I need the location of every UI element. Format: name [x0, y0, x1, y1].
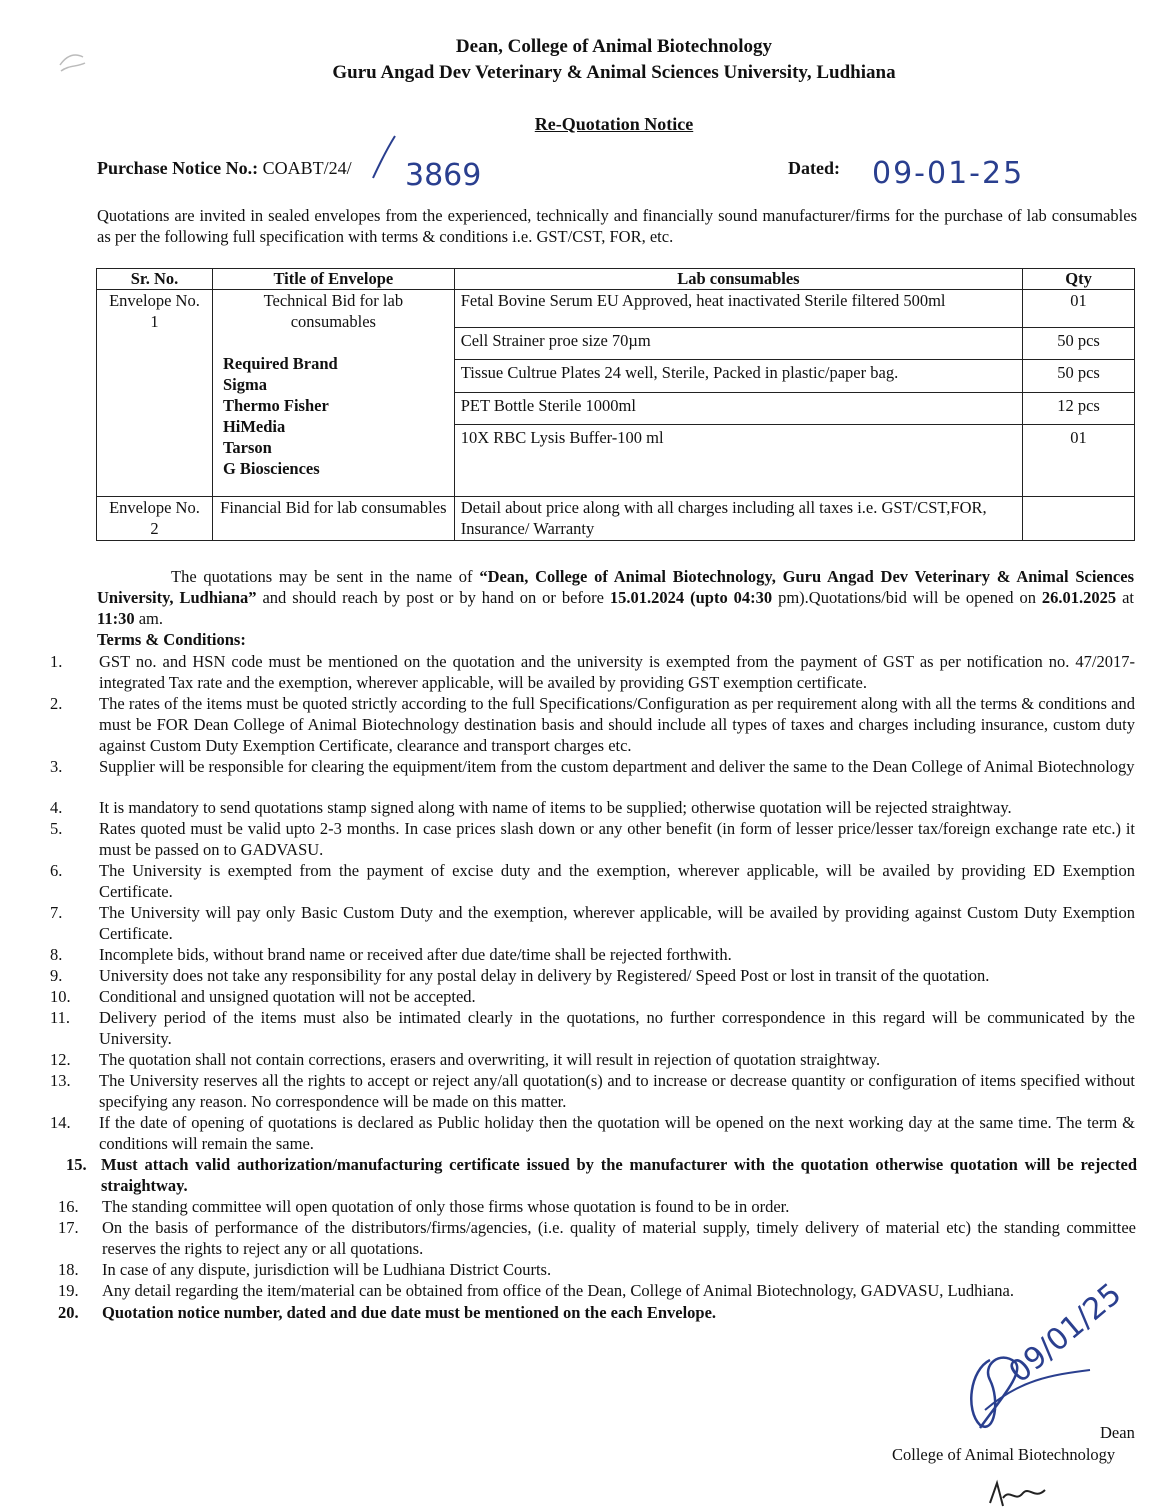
submission-text: and should reach by post or by hand on or before	[256, 588, 610, 607]
purchase-notice-label: Purchase Notice No.:	[97, 158, 259, 178]
brand-heading: Required Brand	[222, 354, 338, 373]
submission-text: The quotations may be sent in the name of	[171, 567, 480, 586]
term-number: 11.	[50, 1008, 71, 1027]
envelope-1-title-cell	[212, 290, 454, 497]
envelope-2-qty	[1023, 497, 1135, 541]
term-text: GST no. and HSN code must be mentioned on the quotation and the university is exempted from the payment of GST as per notification no. 47/2017-integrated Tax rate and the exemption, wherever applicable, will be availed by providing GST exemption certificate.	[99, 652, 1135, 692]
term-number: 2.	[50, 694, 63, 713]
envelope-2-detail: Detail about price along with all charges including all taxes i.e. GST/CST,FOR, Insurance/ Warranty	[454, 497, 1022, 541]
term-number: 20.	[58, 1303, 79, 1322]
item-qty: 01	[1023, 425, 1135, 497]
term-text: Conditional and unsigned quotation will not be accepted.	[99, 987, 476, 1006]
opening-time: 11:30	[97, 609, 135, 628]
item-qty: 50 pcs	[1023, 328, 1135, 360]
term-text: The University is exempted from the payment of excise duty and the exemption, wherever applicable, will be availed by providing ED Exemption Certificate.	[99, 861, 1135, 901]
term-number: 10.	[50, 987, 71, 1006]
term-number: 8.	[50, 945, 63, 964]
brand-item: Tarson	[222, 438, 272, 457]
signatory-title: Dean	[1100, 1423, 1135, 1442]
term-text: Supplier will be responsible for clearing the equipment/item from the custom department and deliver the same to the Dean College of Animal Biotechnology	[99, 757, 1135, 776]
term-text: On the basis of performance of the distributors/firms/agencies, (i.e. quality of material supply, timely delivery of material etc) the standing committee reserves the rights to reject any or all quotations.	[102, 1218, 1136, 1258]
scan-mark	[55, 45, 91, 81]
brand-item: Sigma	[222, 375, 267, 394]
term-text: Incomplete bids, without brand name or received after due date/time shall be rejected forthwith.	[99, 945, 732, 964]
signature-handwritten-date: 09/01/25	[1002, 1276, 1129, 1390]
term-number: 7.	[50, 903, 63, 922]
consumables-table	[96, 268, 1135, 541]
envelope-1-title: Technical Bid for lab consumables	[263, 291, 404, 331]
term-text: The University will pay only Basic Custom Duty and the exemption, wherever applicable, will be availed by providing against Custom Duty Exemption Certificate.	[99, 903, 1135, 943]
due-date: 15.01.2024	[609, 588, 685, 607]
item-name: Cell Strainer proe size 70µm	[454, 328, 1022, 360]
term-text: Any detail regarding the item/material can be obtained from office of the Dean, College of Animal Biotechnology, GADVASU, Ludhiana.	[102, 1281, 1014, 1300]
term-number: 14.	[50, 1113, 71, 1132]
col-header-consumables: Lab consumables	[454, 269, 1022, 290]
term-number: 19.	[58, 1281, 79, 1300]
purchase-notice-prefix: COABT/24/	[262, 158, 352, 178]
term-text: Must attach valid authorization/manufacturing certificate issued by the manufacturer with the quotation otherwise quotation will be rejected straightway.	[101, 1155, 1137, 1195]
item-qty: 50 pcs	[1023, 360, 1135, 393]
term-number: 3.	[50, 757, 63, 776]
item-qty: 12 pcs	[1023, 393, 1135, 425]
term-number: 5.	[50, 819, 63, 838]
term-text: If the date of opening of quotations is declared as Public holiday then the quotation will be opened on the next working day at the same time. The term & conditions will remain the same.	[99, 1113, 1135, 1153]
col-header-qty: Qty	[1023, 269, 1135, 290]
pen-stroke-mark	[355, 132, 405, 182]
col-header-title: Title of Envelope	[212, 269, 454, 290]
intro-paragraph: Quotations are invited in sealed envelopes from the experienced, technically and financially sound manufacturer/firms for the purchase of lab consumables as per the following full specification with terms & conditions i.e. GST/CST, FOR, etc.	[97, 206, 1137, 246]
submission-addressee: “Dean, College of Animal Biotechnology, Guru Angad Dev Veterinary & Animal Sciences University, Ludhiana”	[97, 567, 1134, 607]
term-text: In case of any dispute, jurisdiction will be Ludhiana District Courts.	[102, 1260, 552, 1279]
submission-text: am.	[134, 609, 164, 628]
opening-date: 26.01.2025	[1041, 588, 1117, 607]
envelope-2-title: Financial Bid for lab consumables	[212, 497, 454, 541]
initials-mark	[985, 1478, 1055, 1510]
term-text: University does not take any responsibility for any postal delay in delivery by Registered/ Speed Post or lost in transit of the quotation.	[99, 966, 990, 985]
col-header-sr: Sr. No.	[97, 269, 213, 290]
envelope-2-sr: Envelope No. 2	[97, 497, 213, 541]
table-row	[97, 290, 1135, 328]
item-name: 10X RBC Lysis Buffer-100 ml	[454, 425, 1022, 497]
signatory-college: College of Animal Biotechnology	[892, 1445, 1116, 1464]
terms-heading: Terms & Conditions:	[97, 630, 246, 649]
brand-list	[219, 353, 448, 479]
due-time: (upto 04:30	[690, 588, 773, 607]
table-header-row	[97, 269, 1135, 290]
submission-paragraph	[97, 566, 1134, 629]
item-qty: 01	[1023, 290, 1135, 328]
submission-text: at	[1116, 588, 1134, 607]
table-row	[97, 497, 1135, 541]
brand-item: G Biosciences	[222, 459, 320, 478]
term-text: The rates of the items must be quoted strictly according to the full Specifications/Configuration as per requirement along with all the terms & conditions and must be FOR Dean College of Animal Biotechnology destination basis and should include all types of taxes and charges including insurance, custom duty against Custom Duty Exemption Certificate, clearance and transport charges etc.	[99, 694, 1135, 755]
handwritten-notice-number: 3869	[405, 158, 482, 193]
term-text: Delivery period of the items must also be intimated clearly in the quotations, no further correspondence in this regard will be communicated by the University.	[99, 1008, 1135, 1048]
term-number: 16.	[58, 1197, 79, 1216]
submission-text: pm).Quotations/bid will be opened on	[772, 588, 1042, 607]
term-number: 12.	[50, 1050, 71, 1069]
term-number: 17.	[58, 1218, 79, 1237]
item-name: Tissue Cultrue Plates 24 well, Sterile, Packed in plastic/paper bag.	[454, 360, 1022, 393]
term-number: 18.	[58, 1260, 79, 1279]
purchase-notice-line	[97, 158, 352, 179]
term-text: Quotation notice number, dated and due date must be mentioned on the each Envelope.	[102, 1303, 717, 1322]
brand-item: Thermo Fisher	[222, 396, 329, 415]
office-title: Dean, College of Animal Biotechnology	[455, 36, 773, 57]
term-number: 6.	[50, 861, 63, 880]
item-name: PET Bottle Sterile 1000ml	[454, 393, 1022, 425]
university-title: Guru Angad Dev Veterinary & Animal Sciences University, Ludhiana	[332, 62, 896, 83]
notice-title: Re-Quotation Notice	[534, 114, 694, 134]
term-number: 4.	[50, 798, 63, 817]
term-number: 9.	[50, 966, 63, 985]
term-number: 15.	[66, 1155, 87, 1174]
term-number: 1.	[50, 652, 63, 671]
term-text: Rates quoted must be valid upto 2-3 months. In case prices slash down or any other benefit (in form of lesser price/lesser tax/foreign exchange rate etc.) it must be passed on to GADVASU.	[99, 819, 1135, 859]
term-text: The quotation shall not contain corrections, erasers and overwriting, it will result in rejection of quotation straightway.	[99, 1050, 881, 1069]
envelope-1-sr: Envelope No. 1	[97, 290, 213, 497]
term-text: It is mandatory to send quotations stamp signed along with name of items to be supplied; otherwise quotation will be rejected straightway.	[99, 798, 1012, 817]
term-text: The University reserves all the rights to accept or reject any/all quotation(s) and to increase or decrease quantity or configuration of items specified without specifying any reason. No correspondence will be made on this matter.	[99, 1071, 1135, 1111]
dated-label: Dated:	[788, 158, 840, 178]
term-text: The standing committee will open quotation of only those firms whose quotation is found to be in order.	[102, 1197, 790, 1216]
handwritten-date: 09-01-25	[872, 156, 1025, 191]
brand-item: HiMedia	[222, 417, 286, 436]
term-number: 13.	[50, 1071, 71, 1090]
item-name: Fetal Bovine Serum EU Approved, heat inactivated Sterile filtered 500ml	[454, 290, 1022, 328]
